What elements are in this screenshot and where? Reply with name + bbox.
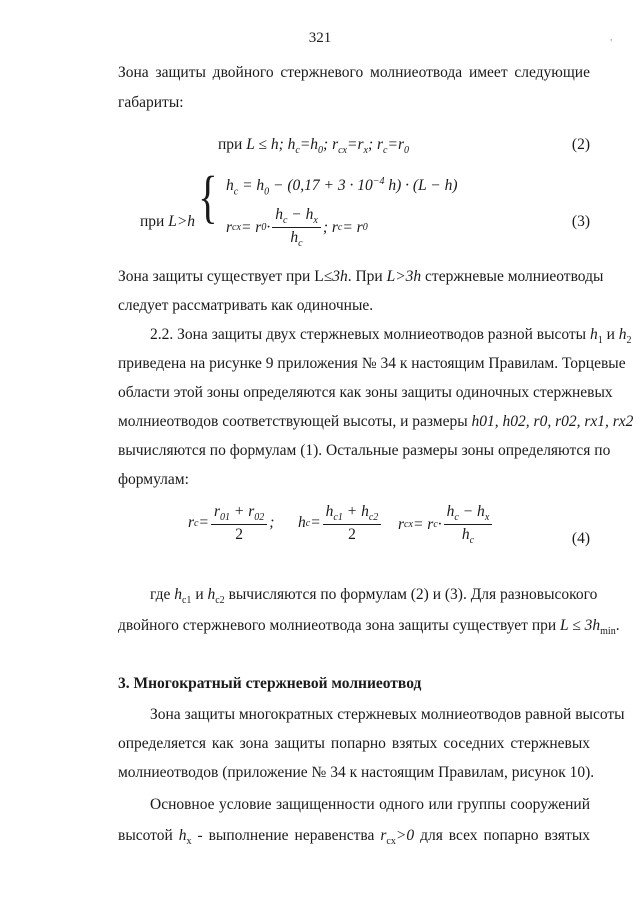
para1-line1: Зона защиты двойного стержневого молниеотвода имеет следующие xyxy=(118,64,590,81)
para4-line1: где $h_{c1}$ и $h_{c2}$ вычисляются по формулам (2) и (3). Для разновысокого xyxy=(150,586,598,607)
eq3-fraction: $\frac{h_c - h_x}{h_c}$ xyxy=(272,206,321,249)
equation-4-number: (4) xyxy=(571,530,590,547)
equation-2-number: (2) xyxy=(571,136,590,153)
eq4-rcx-fraction: $\frac{h_c - h_x}{h_c}$ xyxy=(444,503,493,546)
para5-line3: молниеотводов (приложение № 34 к настоящим Правилам, рисунок 10). xyxy=(118,764,595,781)
para3-line4: молниеотводов соответствующей высоты, и размеры h01, h02, r0, r02, rx1, rx2 xyxy=(118,413,634,430)
para2-line2: следует рассматривать как одиночные. xyxy=(118,297,374,314)
para1-line2: габариты: xyxy=(118,94,184,111)
section-heading: 3. Многократный стержневой молниеотвод xyxy=(118,675,422,692)
eq3-brace: { xyxy=(198,164,218,229)
eq4-rc-fraction: $\frac{r_{01} + r_{02}}{2}$ xyxy=(211,503,267,543)
para2-line1: Зона защиты существует при L≤3h. При L>3h стержневые молниеотводы xyxy=(118,268,604,285)
para3-line3: области этой зоны определяются как зоны защиты одиночных стержневых xyxy=(118,384,613,401)
para3-line1: 2.2. Зона защиты двух стержневых молниеотводов разной высоты $h_1$ и $h_2$ xyxy=(150,326,632,347)
eq4-rcx: r cx = r c · $\frac{h_c - h_x}{h_c}$ xyxy=(398,503,494,546)
para5-line2: определяется как зона защиты попарно взятых соседних стержневых xyxy=(118,735,590,752)
eq3-row2: r cx = r 0 · $\frac{h_c - h_x}{h_c}$ ; r c = r 0 xyxy=(226,206,368,250)
para5-line1: Зона защиты многократных стержневых молниеотводов равной высоты xyxy=(150,706,625,723)
margin-mark: ' xyxy=(610,38,612,49)
para4-line2: двойного стержневого молниеотвода зона защиты существует при $L \le 3h_{min}$. xyxy=(118,617,620,638)
eq4-hc: h c = $\frac{h_{c1} + h_{c2}}{2}$ xyxy=(298,503,383,543)
eq3-lead: при L>h xyxy=(140,213,196,230)
eq4-rc: r c = $\frac{r_{01} + r_{02}}{2}$ ; xyxy=(188,503,275,544)
para3-line5: вычисляются по формулам (1). Остальные размеры зоны определяются по xyxy=(118,442,611,459)
eq4-hc-fraction: $\frac{h_{c1} + h_{c2}}{2}$ xyxy=(323,503,382,543)
page-number: 321 xyxy=(308,30,332,46)
eq2-cond: L ≤ h; xyxy=(246,136,284,153)
para3-line2: приведена на рисунке 9 приложения № 34 к настоящим Правилам. Торцевые xyxy=(118,355,626,372)
para6-line1: Основное условие защищенности одного или группы сооружений xyxy=(150,796,590,813)
eq2-lead: при xyxy=(218,136,243,153)
para3-line6: формулам: xyxy=(118,471,189,488)
equation-3-number: (3) xyxy=(571,213,590,230)
equation-2: при L ≤ h; $h_c=h_0$; $r_{cx}=r_x$; $r_c=r_0$ xyxy=(218,136,409,157)
para6-line2: высотой $h_x$ - выполнение неравенства $r_{cx}>0$ для всех попарно взятых xyxy=(118,827,590,848)
eq3-row1: $h_c = h_0 - (0,17 + 3 \cdot 10^{-4}$ h) · (L − h) xyxy=(226,176,458,198)
